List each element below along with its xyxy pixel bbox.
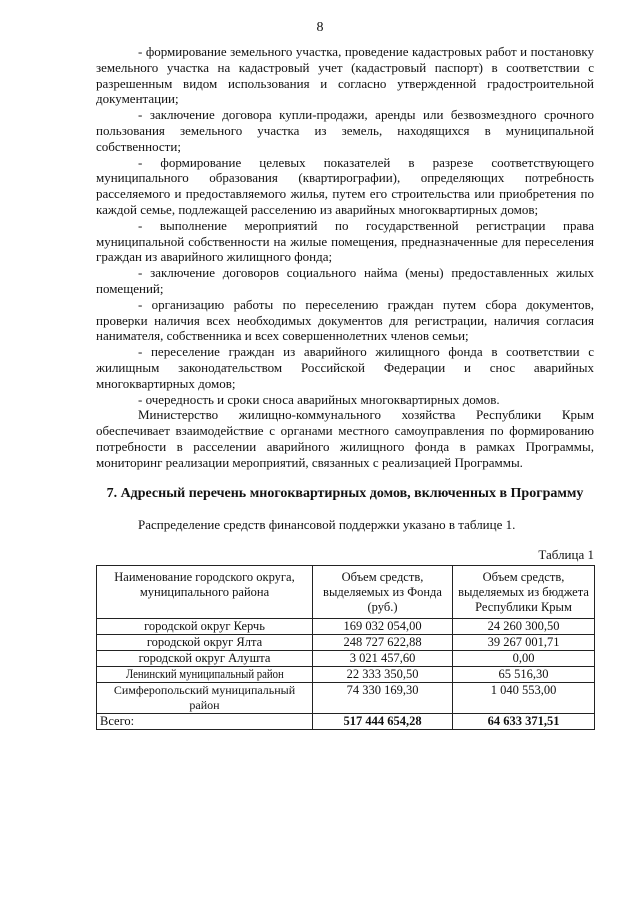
paragraph: - формирование целевых показателей в разрезе соответствующего муниципального образования (квартирографии), определяющих потребность расселяемого и предоставляемого жилья, путем его строительства или приобретения по каждой семье, подлежащей расселению из аварийных многоквартирных домов; <box>96 154 594 217</box>
table-cell-budget: 65 516,30 <box>453 666 595 682</box>
table-row <box>97 666 595 682</box>
table-cell-budget: 1 040 553,00 <box>453 682 595 713</box>
table-total-fund: 517 444 654,28 <box>313 713 453 729</box>
table-cell-name: городской округ Ялта <box>97 634 313 650</box>
table-cell-fund: 169 032 054,00 <box>313 618 453 634</box>
page-number: 8 <box>316 20 324 35</box>
table-header-row <box>97 565 595 618</box>
table-cell-budget: 39 267 001,71 <box>453 634 595 650</box>
table-cell-budget: 0,00 <box>453 650 595 666</box>
table-header-cell: Наименование городского округа, муниципального района <box>97 565 313 618</box>
table-row <box>97 650 595 666</box>
table-header-cell: Объем средств, выделяемых из бюджета Республики Крым <box>453 565 595 618</box>
table-cell-name: городской округ Алушта <box>97 650 313 666</box>
table-cell-budget: 24 260 300,50 <box>453 618 595 634</box>
table-cell-fund: 22 333 350,50 <box>313 666 453 682</box>
table-caption: Таблица 1 <box>538 546 594 562</box>
table-cell-fund: 248 727 622,88 <box>313 634 453 650</box>
table-total-row <box>97 713 595 729</box>
table-total-label: Всего: <box>97 713 313 729</box>
paragraph: - заключение договоров социального найма (мены) предоставленных жилых помещений; <box>96 265 594 296</box>
table-row <box>97 634 595 650</box>
paragraph: - формирование земельного участка, проведение кадастровых работ и постановку земельного участка на кадастровый учет (кадастровый паспорт) в соответствии с разрешенным видом использования и согласно утвержденной градостроительной документации; <box>96 44 594 107</box>
table-cell-name-text: Ленинский муниципальный район <box>125 666 284 681</box>
section-heading: 7. Адресный перечень многоквартирных домов, включенных в Программу <box>106 485 584 501</box>
distribution-text: Распределение средств финансовой поддержки указано в таблице 1. <box>138 516 516 532</box>
table-total-budget: 64 633 371,51 <box>453 713 595 729</box>
table-row <box>97 682 595 713</box>
paragraph: - выполнение мероприятий по государственной регистрации права муниципальной собственности на жилые помещения, предназначенные для переселения граждан из аварийного жилищного фонда; <box>96 217 594 265</box>
table-cell-fund: 3 021 457,60 <box>313 650 453 666</box>
funding-table <box>96 565 595 730</box>
table-header-cell: Объем средств, выделяемых из Фонда (руб.) <box>313 565 453 618</box>
paragraph: - заключение договора купли-продажи, аренды или безвозмездного срочного пользования земельного участка из земель, находящихся в муниципальной собственности; <box>96 107 594 154</box>
table-cell-fund: 74 330 169,30 <box>313 682 453 713</box>
table-cell-name <box>97 666 313 682</box>
table-cell-name: городской округ Керчь <box>97 618 313 634</box>
paragraph: - переселение граждан из аварийного жилищного фонда в соответствии с жилищным законодательством Российской Федерации и снос аварийных многоквартирных домов; <box>96 344 594 391</box>
paragraph: Министерство жилищно-коммунального хозяйства Республики Крым обеспечивает взаимодействие с органами местного самоуправления по формированию потребности в расселении аварийного жилищного фонда в рамках Программы, мониторинг реализации мероприятий, связанных с реализацией Программы. <box>96 407 594 470</box>
document-body <box>96 44 594 730</box>
paragraph: - очередность и сроки сноса аварийных многоквартирных домов. <box>138 391 500 407</box>
table-row <box>97 618 595 634</box>
table-cell-name: Симферопольский муниципальный район <box>97 682 313 713</box>
paragraph: - организацию работы по переселению граждан путем сбора документов, проверки наличия всех необходимых документов для регистрации, наличия согласия нанимателя, собственника и всех совершеннолетних членов семьи; <box>96 296 594 344</box>
